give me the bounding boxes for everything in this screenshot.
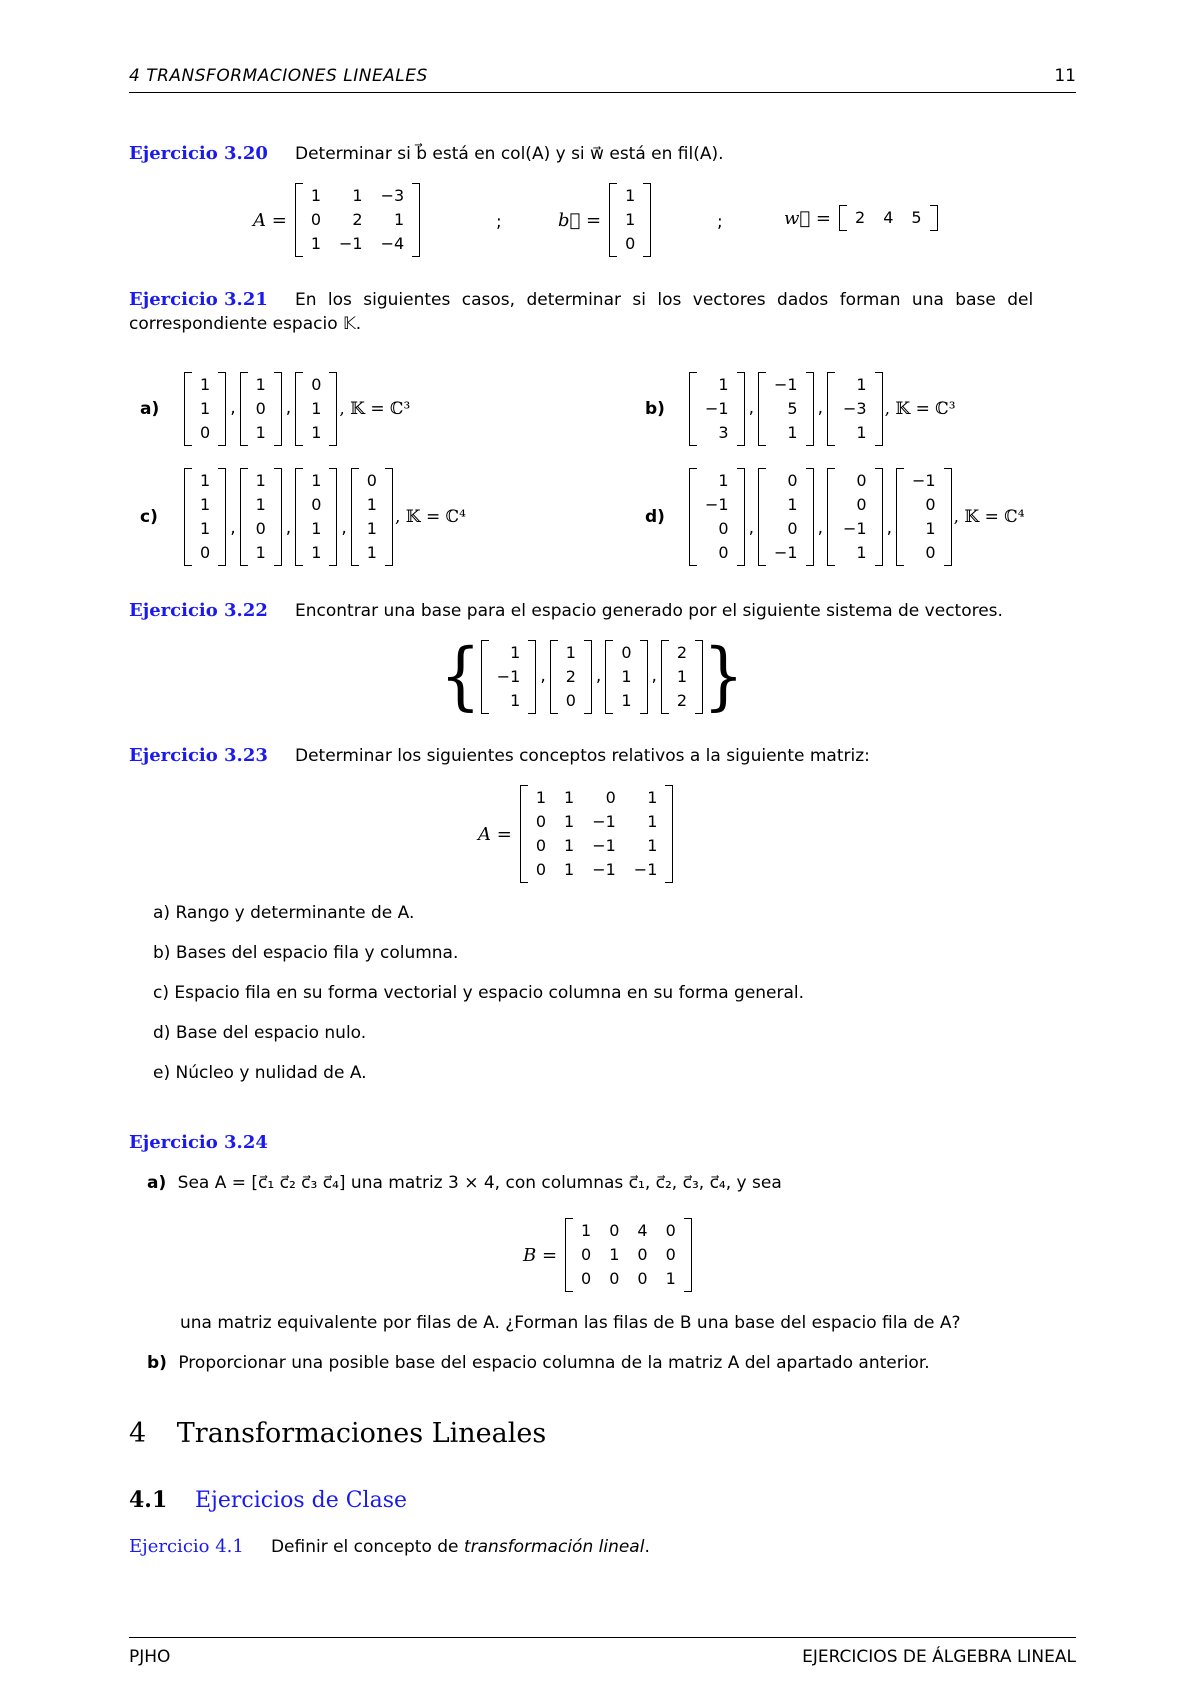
matrix-entry: −1 bbox=[774, 543, 798, 562]
case-b bbox=[645, 372, 956, 446]
bracket-right bbox=[875, 468, 883, 566]
exercise-3-23-heading bbox=[129, 745, 870, 766]
matrix-entry: −1 bbox=[496, 667, 521, 686]
matrix-entry: 0 bbox=[856, 495, 867, 514]
vector-list bbox=[689, 468, 952, 566]
matrix-entry: −3 bbox=[380, 186, 405, 205]
exercise-text: Encontrar una base para el espacio generado por el siguiente sistema de vectores. bbox=[294, 601, 1003, 621]
matrix-cells bbox=[489, 640, 529, 714]
bracket-left bbox=[565, 1218, 573, 1292]
matrix-cells bbox=[617, 183, 643, 257]
matrix-cells bbox=[697, 372, 737, 446]
matrix-entry: 1 bbox=[255, 423, 266, 442]
case-label: d) bbox=[645, 507, 665, 527]
exercise-4-1-heading bbox=[129, 1536, 650, 1557]
matrix-entry: 1 bbox=[255, 495, 266, 514]
matrix-entry: 1 bbox=[856, 543, 867, 562]
matrix-entry: 0 bbox=[535, 812, 546, 831]
matrix-entry: 1 bbox=[856, 375, 867, 394]
matrix-entry: 0 bbox=[925, 543, 936, 562]
matrix-entry: 1 bbox=[564, 812, 575, 831]
matrix-cells bbox=[528, 785, 666, 883]
bracket-right bbox=[329, 468, 337, 566]
matrix-entry: 1 bbox=[255, 375, 266, 394]
matrix-entry: 1 bbox=[255, 543, 266, 562]
matrix-entry: −1 bbox=[912, 471, 936, 490]
bracket-right bbox=[875, 372, 883, 446]
vector-lhs: b⃗ = bbox=[558, 209, 602, 231]
matrix-entry: 0 bbox=[856, 471, 867, 490]
exercise-3-24-matrix bbox=[515, 1218, 692, 1292]
bracket-right bbox=[737, 372, 745, 446]
column-vector bbox=[827, 468, 883, 566]
matrix-entry: 2 bbox=[676, 691, 688, 710]
text-segment: . bbox=[644, 1537, 650, 1557]
matrix-entry: 0 bbox=[605, 788, 616, 807]
matrix-entry: 1 bbox=[787, 495, 798, 514]
bracket-left bbox=[240, 468, 248, 566]
matrix-lhs: B = bbox=[523, 1244, 558, 1266]
exercise-3-23-matrix bbox=[470, 785, 673, 883]
matrix-entry: 2 bbox=[352, 210, 363, 229]
exercise-label: Ejercicio 3.23 bbox=[129, 745, 268, 766]
exercise-text: En los siguientes casos, determinar si los vectores dados forman una base del bbox=[294, 290, 1034, 310]
matrix-entry: 1 bbox=[647, 836, 658, 855]
column-vector bbox=[605, 640, 647, 714]
footer-author: PJHO bbox=[129, 1647, 171, 1667]
bracket-left bbox=[689, 372, 697, 446]
matrix-entry: 1 bbox=[676, 667, 688, 686]
exercise-text: Sea A = [c⃗₁ c⃗₂ c⃗₃ c⃗₄] una matriz 3 × 4, con columnas c⃗₁, c⃗₂, c⃗₃, c⃗₄, y sea bbox=[177, 1173, 782, 1193]
matrix-cells bbox=[192, 468, 218, 566]
matrix-entry: 0 bbox=[311, 375, 322, 394]
matrix-entry: −1 bbox=[339, 234, 363, 253]
vector-list bbox=[184, 468, 393, 566]
comma-separator: , bbox=[748, 398, 754, 418]
footer-title: EJERCICIOS DE ÁLGEBRA LINEAL bbox=[802, 1647, 1076, 1667]
matrix bbox=[609, 183, 651, 257]
matrix-entry: −3 bbox=[843, 399, 867, 418]
bracket-right bbox=[806, 468, 814, 566]
bracket-left bbox=[896, 468, 904, 566]
column-vector bbox=[689, 468, 745, 566]
matrix-entry: 0 bbox=[200, 543, 211, 562]
matrix-cells bbox=[835, 372, 875, 446]
bracket-right bbox=[640, 640, 648, 714]
matrix-entry: −1 bbox=[592, 812, 616, 831]
comma-separator: , bbox=[886, 518, 892, 538]
matrix bbox=[295, 183, 420, 257]
matrix-entry: −1 bbox=[592, 860, 616, 879]
column-vector bbox=[550, 640, 592, 714]
matrix-entry: 2 bbox=[565, 667, 576, 686]
bracket-left bbox=[758, 468, 766, 566]
matrix-entry: 1 bbox=[621, 691, 632, 710]
matrix-entry: −1 bbox=[592, 836, 616, 855]
matrix-entry: 1 bbox=[564, 788, 575, 807]
matrix-entry: 0 bbox=[255, 399, 266, 418]
section-title: Transformaciones Lineales bbox=[176, 1418, 547, 1449]
matrix-entry: 1 bbox=[647, 812, 658, 831]
bracket-right bbox=[412, 183, 420, 257]
matrix-entry: 5 bbox=[911, 208, 922, 227]
separator: ; bbox=[717, 212, 723, 232]
matrix-entry: 0 bbox=[609, 1269, 620, 1288]
bracket-right bbox=[218, 468, 226, 566]
matrix-cells bbox=[766, 468, 806, 566]
matrix-entry: −1 bbox=[705, 495, 729, 514]
matrix bbox=[520, 785, 674, 883]
bracket-left bbox=[295, 183, 303, 257]
bracket-left bbox=[351, 468, 359, 566]
matrix-entry: 1 bbox=[510, 643, 521, 662]
section-heading bbox=[129, 1418, 546, 1449]
matrix-entry: 1 bbox=[609, 1245, 620, 1264]
matrix-entry: 0 bbox=[665, 1245, 676, 1264]
matrix-entry: 2 bbox=[855, 208, 866, 227]
column-vector bbox=[240, 372, 282, 446]
matrix-entry: −1 bbox=[774, 375, 798, 394]
right-brace: } bbox=[703, 634, 744, 720]
matrix-entry: 1 bbox=[564, 836, 575, 855]
column-vector bbox=[758, 468, 814, 566]
matrix-cells bbox=[904, 468, 944, 566]
matrix-cells bbox=[303, 372, 329, 446]
matrix-cells bbox=[766, 372, 806, 446]
vector-set bbox=[440, 634, 744, 720]
exercise-text: Proporcionar una posible base del espacio columna de la matriz A del apartado anterior. bbox=[178, 1353, 930, 1373]
comma-separator: , bbox=[595, 666, 602, 686]
matrix-entry: 0 bbox=[609, 1221, 620, 1240]
matrix bbox=[839, 205, 938, 231]
exercise-3-20-equation-b bbox=[550, 183, 651, 257]
bracket-left bbox=[689, 468, 697, 566]
bracket-right bbox=[737, 468, 745, 566]
exercise-3-21-heading bbox=[129, 289, 1076, 334]
bracket-right bbox=[665, 785, 673, 883]
column-vector bbox=[184, 468, 226, 566]
matrix-cells bbox=[835, 468, 875, 566]
matrix-entry: 1 bbox=[625, 210, 636, 229]
vector-list bbox=[481, 640, 703, 714]
bracket-left bbox=[184, 468, 192, 566]
matrix-entry: −1 bbox=[843, 519, 867, 538]
bracket-right bbox=[274, 468, 282, 566]
matrix-entry: 1 bbox=[200, 471, 211, 490]
comma-separator: , bbox=[651, 666, 657, 686]
matrix-entry: 1 bbox=[310, 234, 321, 253]
matrix-entry: 1 bbox=[352, 186, 363, 205]
matrix-entry: 0 bbox=[535, 836, 546, 855]
exercise-3-20-heading bbox=[129, 143, 724, 164]
matrix-entry: 0 bbox=[581, 1245, 592, 1264]
field-text: , 𝕂 = ℂ³ bbox=[884, 399, 956, 419]
list-item: b) Bases del espacio fila y columna. bbox=[153, 943, 459, 963]
exercise-3-22-heading bbox=[129, 600, 1003, 621]
field-text: , 𝕂 = ℂ⁴ bbox=[953, 507, 1025, 527]
matrix-entry: 1 bbox=[535, 788, 546, 807]
matrix-entry: 1 bbox=[366, 519, 377, 538]
matrix-entry: 0 bbox=[625, 234, 636, 253]
matrix-entry: 0 bbox=[311, 495, 322, 514]
matrix-entry: 1 bbox=[718, 471, 729, 490]
column-vector bbox=[896, 468, 952, 566]
matrix-entry: 1 bbox=[200, 495, 211, 514]
matrix-entry: 0 bbox=[255, 519, 266, 538]
matrix-cells bbox=[669, 640, 695, 714]
case-label: b) bbox=[147, 1353, 167, 1373]
bracket-left bbox=[184, 372, 192, 446]
matrix-cells bbox=[303, 183, 412, 257]
matrix-entry: 0 bbox=[565, 691, 576, 710]
matrix-cells bbox=[192, 372, 218, 446]
case-label: c) bbox=[140, 507, 158, 527]
column-vector bbox=[758, 372, 814, 446]
matrix-cells bbox=[847, 205, 930, 231]
bracket-left bbox=[295, 372, 303, 446]
column-vector bbox=[661, 640, 703, 714]
matrix-entry: 1 bbox=[621, 667, 632, 686]
matrix-cells bbox=[573, 1218, 684, 1292]
bracket-right bbox=[695, 640, 703, 714]
column-vector bbox=[184, 372, 226, 446]
matrix-cells bbox=[613, 640, 639, 714]
column-vector bbox=[240, 468, 282, 566]
vector-list bbox=[184, 372, 337, 446]
bracket-right bbox=[274, 372, 282, 446]
exercise-text bbox=[271, 1537, 650, 1557]
exercise-label: Ejercicio 3.21 bbox=[129, 289, 268, 310]
matrix-cells bbox=[303, 468, 329, 566]
matrix-entry: 0 bbox=[310, 210, 321, 229]
comma-separator: , bbox=[230, 518, 236, 538]
comma-separator: , bbox=[817, 398, 823, 418]
case-b bbox=[147, 1353, 930, 1373]
bracket-left bbox=[661, 640, 669, 714]
comma-separator: , bbox=[540, 666, 546, 686]
matrix-cells bbox=[248, 372, 274, 446]
matrix-entry: 0 bbox=[621, 643, 632, 662]
case-a bbox=[140, 372, 410, 446]
page-number: 11 bbox=[1054, 66, 1076, 86]
exercise-text: una matriz equivalente por filas de A. ¿Forman las filas de B una base del espacio fila de A? bbox=[180, 1313, 961, 1333]
text-segment: Definir el concepto de bbox=[270, 1537, 464, 1557]
vector-list bbox=[689, 372, 883, 446]
matrix-entry: 1 bbox=[311, 519, 322, 538]
vector-lhs: w⃗ = bbox=[784, 207, 832, 229]
matrix-entry: 1 bbox=[311, 543, 322, 562]
matrix-entry: 1 bbox=[787, 423, 798, 442]
column-vector bbox=[827, 372, 883, 446]
comma-separator: , bbox=[285, 398, 292, 418]
matrix-entry: 0 bbox=[581, 1269, 592, 1288]
bracket-right bbox=[930, 205, 938, 231]
subsection-number: 4.1 bbox=[129, 1487, 168, 1513]
header-rule bbox=[129, 92, 1076, 93]
comma-separator: , bbox=[748, 518, 754, 538]
exercise-label: Ejercicio 3.24 bbox=[129, 1132, 268, 1153]
list-item: c) Espacio fila en su forma vectorial y espacio columna en su forma general. bbox=[153, 983, 805, 1003]
matrix-entry: 3 bbox=[718, 423, 729, 442]
list-item: e) Núcleo y nulidad de A. bbox=[153, 1063, 367, 1083]
exercise-label: Ejercicio 3.22 bbox=[129, 600, 268, 621]
matrix-entry: 1 bbox=[565, 643, 576, 662]
exercise-3-20-equation-w bbox=[776, 205, 938, 231]
bracket-right bbox=[385, 468, 393, 566]
exercise-label: Ejercicio 3.20 bbox=[129, 143, 268, 164]
matrix-entry: 1 bbox=[200, 399, 211, 418]
emphasis-text: transformación lineal bbox=[463, 1537, 645, 1557]
case-label: b) bbox=[645, 399, 665, 419]
bracket-right bbox=[329, 372, 337, 446]
matrix-entry: 1 bbox=[200, 519, 211, 538]
bracket-left bbox=[481, 640, 489, 714]
matrix-entry: 0 bbox=[718, 519, 729, 538]
matrix-entry: 1 bbox=[310, 186, 321, 205]
comma-separator: , bbox=[285, 518, 292, 538]
matrix-cells bbox=[697, 468, 737, 566]
column-vector bbox=[689, 372, 745, 446]
matrix-entry: 0 bbox=[787, 471, 798, 490]
case-label: a) bbox=[140, 399, 160, 419]
matrix-entry: 0 bbox=[637, 1269, 648, 1288]
exercise-3-20-equation-a bbox=[245, 183, 420, 257]
matrix-entry: 1 bbox=[311, 423, 322, 442]
separator: ; bbox=[496, 212, 502, 232]
exercise-text: correspondiente espacio 𝕂. bbox=[129, 314, 362, 334]
subsection-title: Ejercicios de Clase bbox=[194, 1488, 408, 1513]
matrix-cells bbox=[359, 468, 385, 566]
bracket-right bbox=[584, 640, 592, 714]
bracket-right bbox=[684, 1218, 692, 1292]
matrix-cells bbox=[248, 468, 274, 566]
column-vector bbox=[351, 468, 393, 566]
matrix-entry: 1 bbox=[311, 471, 322, 490]
matrix-entry: 1 bbox=[581, 1221, 592, 1240]
subsection-heading bbox=[129, 1487, 407, 1513]
bracket-left bbox=[609, 183, 617, 257]
matrix-entry: 4 bbox=[883, 208, 894, 227]
matrix-lhs: A = bbox=[253, 209, 287, 231]
matrix-entry: 4 bbox=[637, 1221, 648, 1240]
bracket-left bbox=[839, 205, 847, 231]
bracket-left bbox=[240, 372, 248, 446]
matrix-entry: 0 bbox=[535, 860, 546, 879]
list-item: d) Base del espacio nulo. bbox=[153, 1023, 367, 1043]
bracket-right bbox=[528, 640, 536, 714]
matrix-entry: 1 bbox=[255, 471, 266, 490]
matrix-entry: 1 bbox=[856, 423, 867, 442]
field-text: , 𝕂 = ℂ³ bbox=[339, 399, 411, 419]
matrix-entry: 1 bbox=[366, 543, 377, 562]
matrix-entry: 0 bbox=[366, 471, 377, 490]
matrix bbox=[565, 1218, 692, 1292]
matrix-entry: 1 bbox=[665, 1269, 676, 1288]
matrix-entry: 0 bbox=[637, 1245, 648, 1264]
case-d bbox=[645, 468, 1025, 566]
running-header-title: 4 TRANSFORMACIONES LINEALES bbox=[129, 66, 428, 86]
matrix-entry: 1 bbox=[925, 519, 936, 538]
matrix-entry: 0 bbox=[665, 1221, 676, 1240]
bracket-right bbox=[643, 183, 651, 257]
matrix-entry: 0 bbox=[925, 495, 936, 514]
matrix-entry: 1 bbox=[564, 860, 575, 879]
bracket-right bbox=[806, 372, 814, 446]
bracket-left bbox=[827, 372, 835, 446]
bracket-left bbox=[295, 468, 303, 566]
matrix-entry: 5 bbox=[787, 399, 798, 418]
bracket-right bbox=[218, 372, 226, 446]
matrix-entry: 1 bbox=[394, 210, 405, 229]
exercise-text: Determinar los siguientes conceptos relativos a la siguiente matriz: bbox=[294, 746, 870, 766]
column-vector bbox=[481, 640, 537, 714]
bracket-left bbox=[520, 785, 528, 883]
matrix-cells bbox=[558, 640, 584, 714]
exercise-label: Ejercicio 4.1 bbox=[129, 1536, 244, 1557]
matrix-entry: 0 bbox=[200, 423, 211, 442]
column-vector bbox=[295, 468, 337, 566]
exercise-text: Determinar si b⃗ está en col(A) y si w⃗ está en fil(A). bbox=[294, 144, 724, 164]
case-c bbox=[140, 468, 466, 566]
matrix-entry: 1 bbox=[200, 375, 211, 394]
left-brace: { bbox=[440, 634, 481, 720]
matrix-entry: 1 bbox=[366, 495, 377, 514]
comma-separator: , bbox=[230, 398, 236, 418]
bracket-left bbox=[550, 640, 558, 714]
comma-separator: , bbox=[341, 518, 347, 538]
bracket-left bbox=[605, 640, 613, 714]
case-label: a) bbox=[147, 1173, 167, 1193]
list-item: a) Rango y determinante de A. bbox=[153, 903, 415, 923]
bracket-left bbox=[827, 468, 835, 566]
section-number: 4 bbox=[129, 1418, 147, 1449]
field-text: , 𝕂 = ℂ⁴ bbox=[394, 507, 466, 527]
matrix-entry: 2 bbox=[676, 643, 688, 662]
column-vector bbox=[295, 372, 337, 446]
matrix-lhs: A = bbox=[478, 823, 512, 845]
case-a bbox=[147, 1173, 782, 1193]
footer-rule bbox=[129, 1637, 1076, 1638]
bracket-right bbox=[944, 468, 952, 566]
matrix-entry: 0 bbox=[787, 519, 798, 538]
matrix-entry: 1 bbox=[510, 691, 521, 710]
matrix-entry: 1 bbox=[718, 375, 729, 394]
comma-separator: , bbox=[817, 518, 823, 538]
matrix-entry: 0 bbox=[718, 543, 729, 562]
matrix-entry: −1 bbox=[705, 399, 729, 418]
matrix-entry: 1 bbox=[625, 186, 636, 205]
bracket-left bbox=[758, 372, 766, 446]
matrix-entry: −1 bbox=[633, 860, 658, 879]
matrix-entry: −4 bbox=[380, 234, 405, 253]
matrix-entry: 1 bbox=[311, 399, 322, 418]
matrix-entry: 1 bbox=[647, 788, 658, 807]
